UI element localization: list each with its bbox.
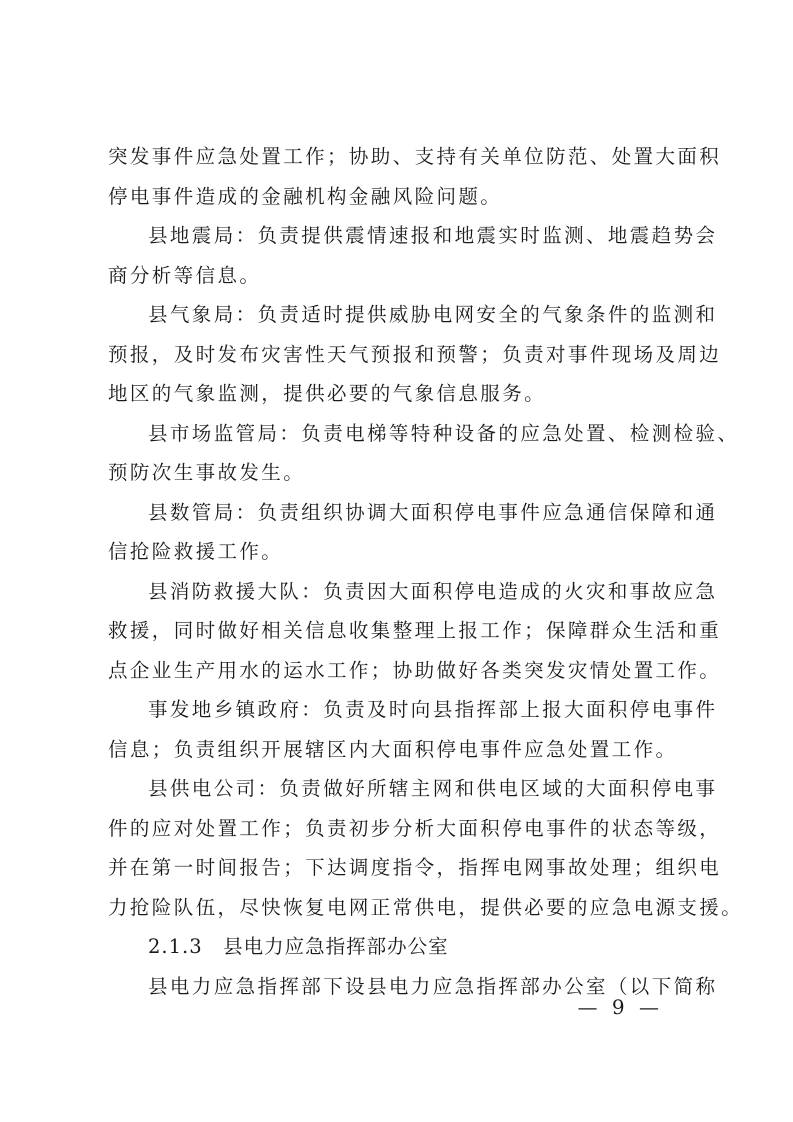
text-line: 件的应对处置工作；负责初步分析大面积停电事件的状态等级，	[108, 816, 722, 840]
text-line: 商分析等信息。	[108, 263, 262, 287]
text-line: 县地震局：负责提供震情速报和地震实时监测、地震趋势会	[148, 224, 718, 247]
text-line: 预防次生事故发生。	[108, 461, 306, 484]
text-line: 信抢险救援工作。	[108, 540, 284, 563]
text-line: 预报，及时发布灾害性天气预报和预警；负责对事件现场及周边	[108, 342, 722, 366]
text-line: 突发事件应急处置工作；协助、支持有关单位防范、处置大面积	[108, 145, 722, 168]
document-body	[108, 137, 744, 1006]
text-line: 县供电公司：负责做好所辖主网和供电区域的大面积停电事	[148, 777, 718, 800]
text-line: 地区的气象监测，提供必要的气象信息服务。	[108, 382, 547, 405]
text-line: 救援，同时做好相关信息收集整理上报工作；保障群众生活和重	[108, 619, 722, 642]
text-line: 停电事件造成的金融机构金融风险问题。	[108, 184, 503, 208]
text-line: 信息；负责组织开展辖区内大面积停电事件应急处置工作。	[108, 737, 678, 761]
page-number: — 9 —	[577, 995, 663, 1019]
text-line: 事发地乡镇政府：负责及时向县指挥部上报大面积停电事件	[148, 698, 718, 721]
text-line: 县消防救援大队：负责因大面积停电造成的火灾和事故应急	[148, 579, 718, 603]
text-line: 县数管局：负责组织协调大面积停电事件应急通信保障和通	[148, 500, 718, 524]
text-line: 并在第一时间报告；下达调度指令，指挥电网事故处理；组织电	[108, 856, 722, 879]
text-line: 县市场监管局：负责电梯等特种设备的应急处置、检测检验、	[148, 421, 740, 445]
text-line: 力抢险队伍，尽快恢复电网正常供电，提供必要的应急电源支援。	[108, 895, 744, 919]
text-line: 点企业生产用水的运水工作；协助做好各类突发灾情处置工作。	[108, 658, 722, 682]
text-line: 县气象局：负责适时提供威胁电网安全的气象条件的监测和	[148, 303, 718, 326]
section-heading: 2.1.3 县电力应急指挥部办公室	[148, 935, 449, 958]
text-line: 县电力应急指挥部下设县电力应急指挥部办公室（以下简称	[148, 974, 718, 998]
